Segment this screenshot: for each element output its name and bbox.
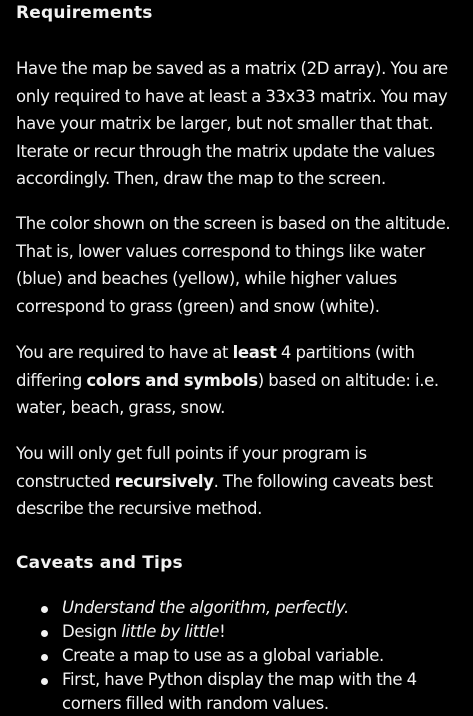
p4-text-a: You will only get full points if your program is constructed bbox=[16, 444, 367, 491]
p4-bold-recursively: recursively bbox=[114, 471, 214, 491]
p4-text-c: . The following caveats best describe the recursive method. bbox=[16, 471, 433, 519]
p3-text-c: 4 partitions (with differing bbox=[16, 343, 415, 390]
list-item bbox=[16, 620, 456, 644]
requirements-paragraph-3 bbox=[16, 339, 461, 422]
list-item bbox=[16, 668, 456, 716]
caveat-italic-little: little by little bbox=[121, 622, 220, 641]
list-item bbox=[16, 596, 456, 620]
caveat-text: First, have Python display the map with the 4 corners filled with random values. bbox=[62, 670, 417, 713]
list-item bbox=[16, 644, 456, 668]
requirements-paragraph-1: Have the map be saved as a matrix (2D array). You are only required to have at least a 33x33 matrix. You may have your matrix be larger, but not smaller that that. Iterate or recur through the matrix update the values accordingly. Then, draw the map to the screen. bbox=[16, 59, 448, 189]
requirements-heading: Requirements bbox=[16, 3, 153, 23]
requirements-paragraph-2: The color shown on the screen is based on the altitude. That is, lower values correspond to things like water (blue) and beaches (yellow), while higher values correspond to grass (green) and snow (white). bbox=[16, 214, 451, 316]
caveat-text: Create a map to use as a global variable. bbox=[62, 646, 384, 665]
p3-bold-least: least bbox=[232, 343, 277, 362]
bullet-icon bbox=[41, 654, 48, 661]
caveat-text-a: Design bbox=[62, 622, 122, 641]
caveats-list bbox=[16, 596, 456, 716]
bullet-icon bbox=[41, 606, 48, 613]
p3-bold-colors-symbols: colors and symbols bbox=[86, 370, 258, 390]
caveats-heading: Caveats and Tips bbox=[16, 553, 183, 573]
caveat-text-c: ! bbox=[219, 622, 226, 641]
caveat-text: Understand the algorithm, perfectly. bbox=[62, 598, 349, 617]
bullet-icon bbox=[41, 678, 48, 685]
p3-text-e: ) based on altitude: i.e. water, beach, grass, snow. bbox=[16, 370, 439, 418]
p3-text-a: You are required to have at bbox=[16, 343, 233, 362]
requirements-paragraph-4 bbox=[16, 440, 461, 523]
bullet-icon bbox=[41, 630, 48, 637]
